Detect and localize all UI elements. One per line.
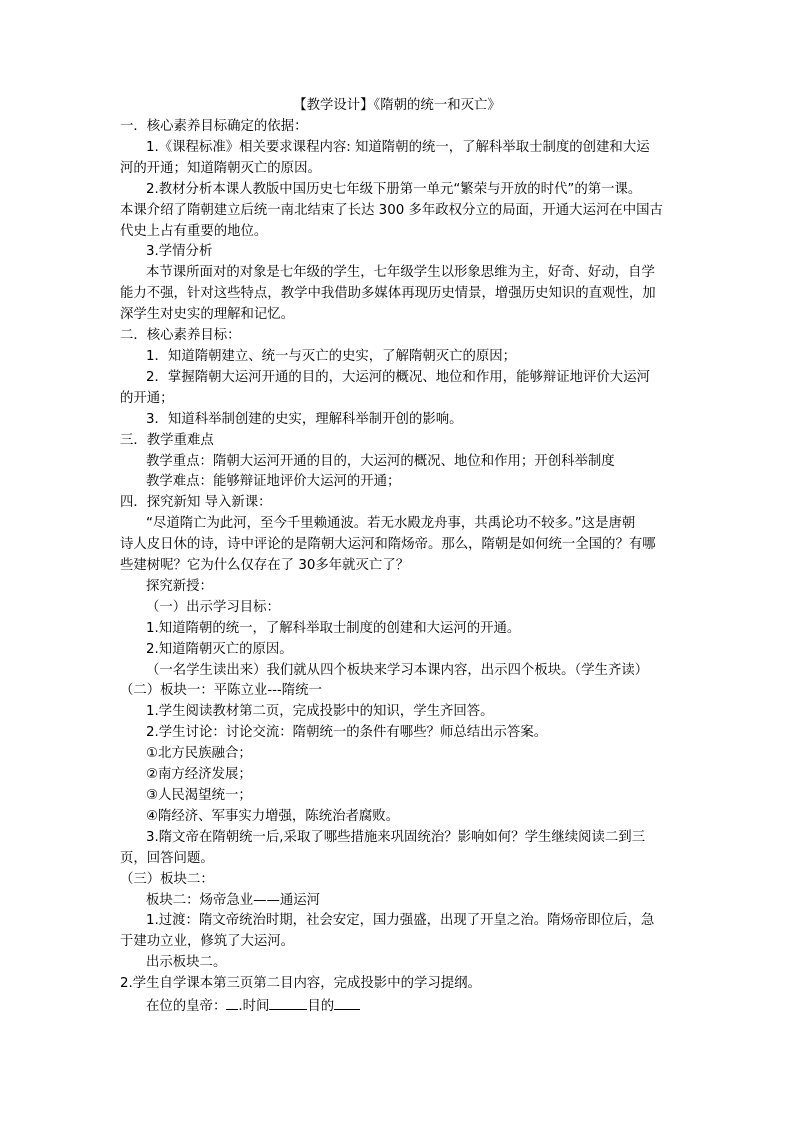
paragraph-line: 1.知道隋朝的统一，了解科举取士制度的创建和大运河的开通。 xyxy=(146,620,521,636)
paragraph-line: 的开通； xyxy=(120,390,174,406)
time-label: .时间 xyxy=(238,999,270,1015)
paragraph-line: 出示板块二。 xyxy=(146,955,227,971)
purpose-label: 目的 xyxy=(307,999,335,1015)
emperor-blank xyxy=(226,995,238,1010)
paragraph-line: 教学重点：隋朝大运河开通的目的，大运河的概况、地位和作用；开创科举制度 xyxy=(146,453,615,469)
list-item: ③人民渴望统一； xyxy=(146,788,252,803)
paragraph-line: 3．知道科举制创建的史实，理解科举制开创的影响。 xyxy=(146,411,463,427)
paragraph-line: 1.过渡：隋文帝统治时期，社会安定，国力强盛，出现了开皇之治。隋炀帝即位后，急 xyxy=(146,913,655,929)
paragraph-line: 3.隋文帝在隋朝统一后,采取了哪些措施来巩固统治？影响如何？学生继续阅读二到三 xyxy=(146,829,646,845)
paragraph-line: 2．掌握隋朝大运河开通的目的，大运河的概况、地位和作用，能够辩证地评价大运河 xyxy=(146,369,650,385)
document-body xyxy=(120,117,682,1018)
paragraph-line: 河的开通；知道隋朝灭亡的原因。 xyxy=(120,160,321,176)
time-blank xyxy=(269,995,307,1010)
paragraph-line: 代史上占有重要的地位。 xyxy=(120,223,268,239)
paragraph-line: （一）出示学习目标： xyxy=(146,599,280,615)
emperor-label: 在位的皇帝： xyxy=(146,999,227,1015)
paragraph-line: （二）板块一：平陈立业---隋统一 xyxy=(120,683,322,699)
list-item: ④隋经济、军事实力增强，陈统治者腐败。 xyxy=(146,808,400,824)
paragraph-line: 1.《课程标准》相关要求课程内容: 知道隋朝的统一，了解科举取士制度的创建和大运 xyxy=(146,139,650,155)
list-item: ①北方民族融合； xyxy=(146,746,252,762)
paragraph-line: 2.学生自学课本第三页第二目内容，完成投影中的学习提纲。 xyxy=(120,976,481,992)
paragraph-line: 2.知道隋朝灭亡的原因。 xyxy=(146,641,293,657)
fill-in-line xyxy=(120,995,682,1018)
paragraph-line: 诗人皮日休的诗，诗中评论的是隋朝大运河和隋炀帝。那么，隋朝是如何统一全国的？有哪 xyxy=(120,537,656,553)
paragraph-line: 于建功立业，修筑了大运河。 xyxy=(120,934,295,950)
paragraph-line: 页，回答问题。 xyxy=(120,850,214,866)
paragraph-line: 本课介绍了隋朝建立后统一南北结束了长达 300 多年政权分立的局面，开通大运河在中国古 xyxy=(120,202,663,218)
paragraph-line: 深学生对史实的理解和记忆。 xyxy=(120,307,295,323)
section-heading: 四．探究新知 导入新课： xyxy=(120,495,272,511)
paragraph-line: 教学难点：能够辩证地评价大运河的开通； xyxy=(146,474,401,490)
paragraph-line: 板块二：炀帝急业——通运河 xyxy=(146,892,321,908)
purpose-blank xyxy=(334,995,360,1010)
section-heading: 三．教学重难点 xyxy=(120,432,214,448)
paragraph-line: 1．知道隋朝建立、统一与灭亡的史实，了解隋朝灭亡的原因； xyxy=(146,348,517,364)
paragraph-line: 2.学生讨论：讨论交流：隋朝统一的条件有哪些？师总结出示答案。 xyxy=(146,725,548,741)
section-heading: 二．核心素养目标： xyxy=(120,328,241,344)
paragraph-line: 本节课所面对的对象是七年级的学生，七年级学生以形象思维为主，好奇、好动，自学 xyxy=(146,265,655,281)
paragraph-line: “尽道隋亡为此河，至今千里赖通波。若无水殿龙舟事，共禹论功不较多。”这是唐朝 xyxy=(146,516,636,532)
section-heading: 一．核心素养目标确定的依据： xyxy=(120,119,308,134)
paragraph-line: 1.学生阅读教材第二页，完成投影中的知识，学生齐回答。 xyxy=(146,704,494,720)
paragraph-line: 2.教材分析本课人教版中国历史七年级下册第一单元“繁荣与开放的时代”的第一课。 xyxy=(146,181,642,197)
paragraph-line: （三）板块二： xyxy=(120,871,214,887)
paragraph-line: 能力不强，针对这些特点，教学中我借助多媒体再现历史情景，增强历史知识的直观性，加 xyxy=(120,286,656,302)
document-title: 【教学设计】《隋朝的统一和灭亡》 xyxy=(293,98,501,113)
paragraph-line: （一名学生读出来）我们就从四个板块来学习本课内容，出示四个板块。（学生齐读） xyxy=(146,662,649,678)
paragraph-line: 些建树呢？它为什么仅存在了 30多年就灭亡了？ xyxy=(120,558,410,574)
paragraph-line: 探究新授： xyxy=(146,578,213,594)
list-item: ②南方经济发展； xyxy=(146,767,252,783)
paragraph-line: 3.学情分析 xyxy=(146,244,213,260)
